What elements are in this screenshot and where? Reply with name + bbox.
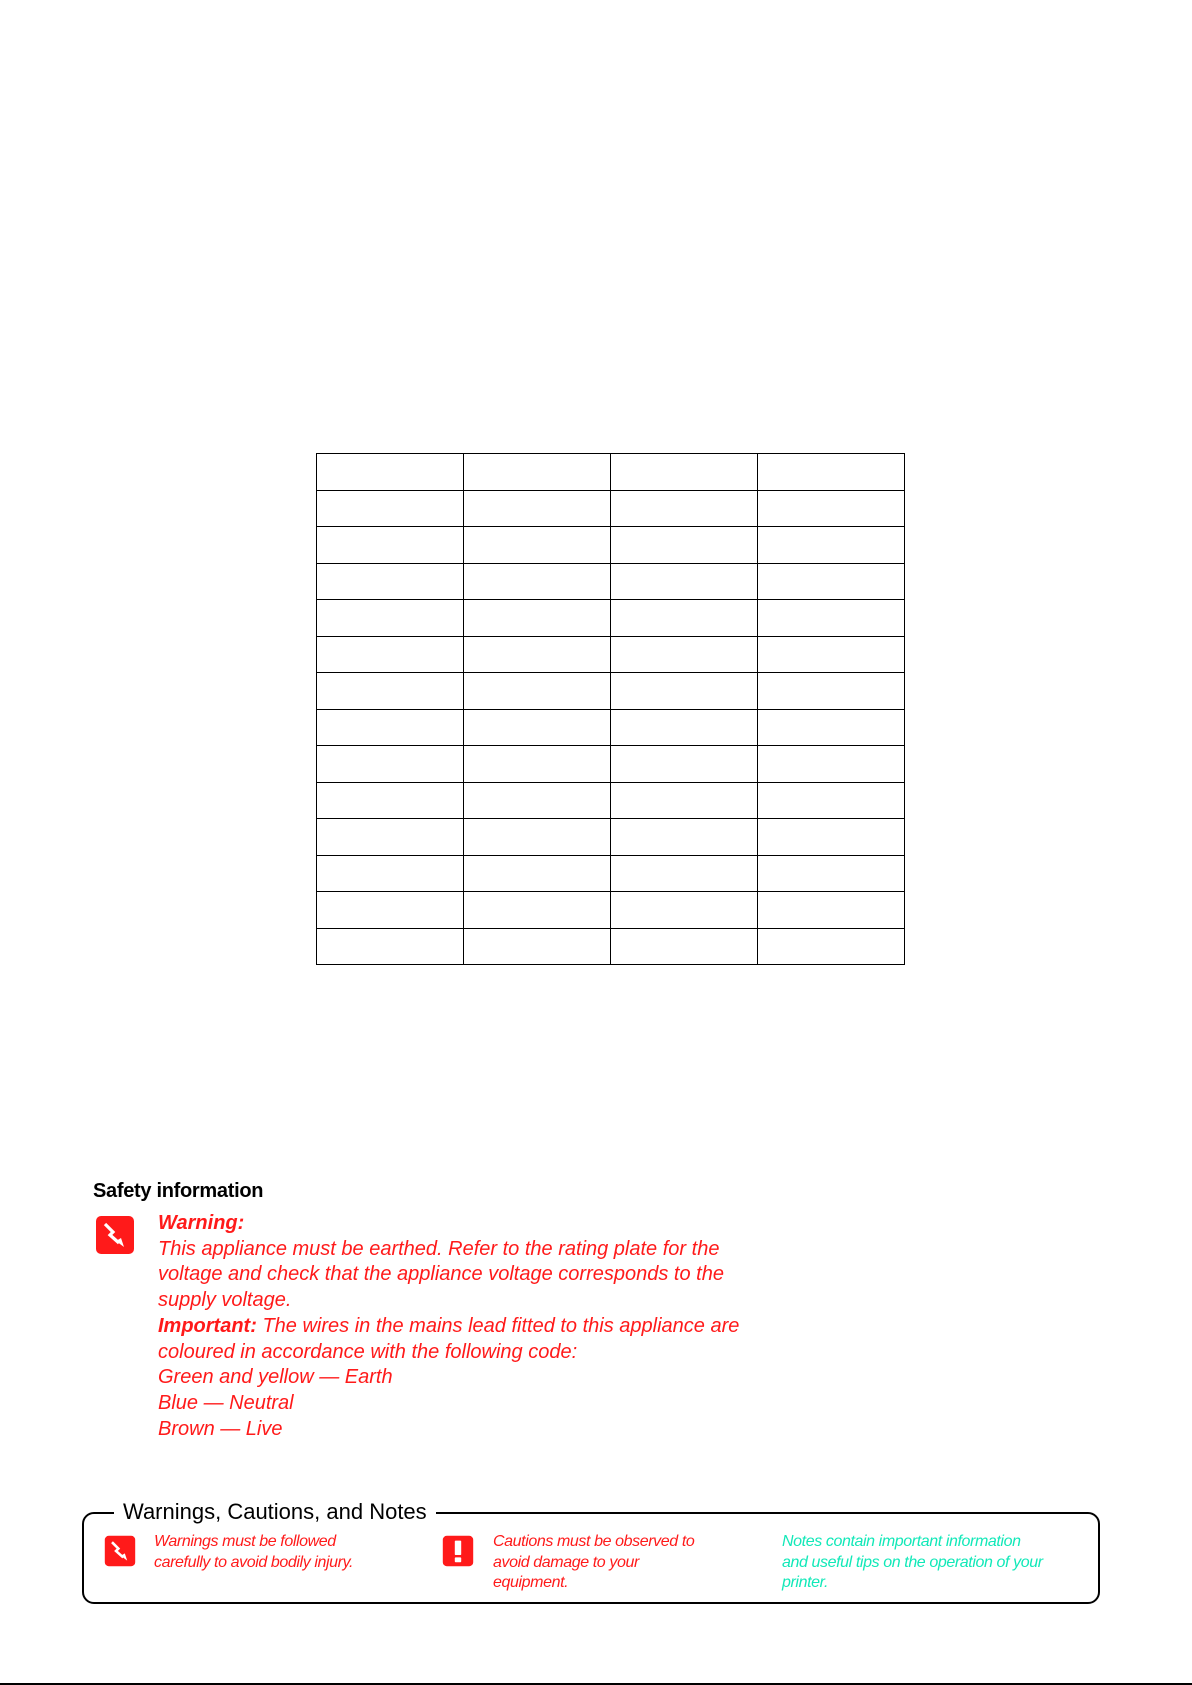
wire-code-live: Brown — Live: [158, 1417, 283, 1440]
table-cell: [317, 563, 464, 600]
table-cell: [464, 563, 611, 600]
table-cell: [464, 636, 611, 673]
table-row: [317, 454, 905, 491]
table-cell: [758, 636, 905, 673]
legend-caution-line: avoid damage to your: [493, 1553, 639, 1571]
table-cell: [611, 600, 758, 637]
table-cell: [464, 709, 611, 746]
table-row: [317, 636, 905, 673]
table-cell: [611, 709, 758, 746]
table-cell: [758, 563, 905, 600]
table-cell: [611, 892, 758, 929]
table-cell: [464, 746, 611, 783]
empty-table: [316, 453, 905, 965]
warning-icon: [95, 1215, 135, 1260]
caution-icon: [442, 1535, 474, 1572]
legend-note-line: printer.: [782, 1574, 829, 1591]
table-cell: [317, 819, 464, 856]
table-row: [317, 819, 905, 856]
table-cell: [758, 600, 905, 637]
table-cell: [611, 636, 758, 673]
table-row: [317, 600, 905, 637]
table-cell: [758, 855, 905, 892]
table-cell: [758, 892, 905, 929]
table-row: [317, 673, 905, 710]
table-cell: [464, 527, 611, 564]
table-cell: [317, 746, 464, 783]
table-cell: [611, 454, 758, 491]
warning-heading: Warning:: [158, 1212, 245, 1234]
table-cell: [758, 673, 905, 710]
table-cell: [317, 928, 464, 965]
table-cell: [317, 782, 464, 819]
warning-text-line: This appliance must be earthed. Refer to the rating plate for the: [158, 1237, 720, 1260]
table-cell: [464, 819, 611, 856]
table-cell: [317, 673, 464, 710]
table-cell: [611, 746, 758, 783]
table-cell: [464, 892, 611, 929]
table-row: [317, 892, 905, 929]
table-row: [317, 709, 905, 746]
legend-caution-line: equipment.: [493, 1574, 569, 1591]
table-cell: [611, 819, 758, 856]
wire-code-earth: Green and yellow — Earth: [158, 1366, 393, 1389]
table-cell: [758, 454, 905, 491]
legend-warning-line: carefully to avoid bodily injury.: [154, 1553, 354, 1571]
table-cell: [758, 928, 905, 965]
legend-caution-line: Cautions must be observed to: [493, 1533, 695, 1550]
table-cell: [317, 600, 464, 637]
table-cell: [317, 454, 464, 491]
table-row: [317, 490, 905, 527]
warning-text-line: supply voltage.: [158, 1289, 292, 1312]
important-line: [158, 1314, 993, 1340]
legend-note-line: and useful tips on the operation of your: [782, 1553, 1043, 1571]
table-row: [317, 563, 905, 600]
table-cell: [317, 709, 464, 746]
legend-warning-line: Warnings must be followed: [154, 1533, 336, 1550]
table-cell: [611, 673, 758, 710]
important-text-line: coloured in accordance with the following code:: [158, 1340, 578, 1363]
table-cell: [611, 928, 758, 965]
table-cell: [464, 855, 611, 892]
table-row: [317, 855, 905, 892]
table-cell: [611, 563, 758, 600]
safety-section: [93, 1180, 993, 1442]
table-cell: [611, 490, 758, 527]
table-cell: [464, 673, 611, 710]
table-cell: [611, 527, 758, 564]
table-cell: [464, 490, 611, 527]
table-cell: [758, 746, 905, 783]
table-cell: [317, 490, 464, 527]
table-cell: [758, 490, 905, 527]
table-cell: [464, 454, 611, 491]
table-cell: [758, 527, 905, 564]
table-cell: [758, 819, 905, 856]
important-text: The wires in the mains lead fitted to this appliance are: [256, 1314, 740, 1337]
section-title: Safety information: [93, 1180, 264, 1202]
table-cell: [611, 782, 758, 819]
wire-code-neutral: Blue — Neutral: [158, 1391, 294, 1414]
table-cell: [464, 928, 611, 965]
table-row: [317, 746, 905, 783]
legend-note-line: Notes contain important information: [782, 1533, 1021, 1550]
warning-icon: [104, 1535, 136, 1572]
warning-text-line: voltage and check that the appliance voltage corresponds to the: [158, 1263, 724, 1286]
important-label: Important:: [158, 1314, 257, 1337]
table-cell: [317, 527, 464, 564]
table-cell: [464, 600, 611, 637]
table-cell: [611, 855, 758, 892]
table-cell: [317, 855, 464, 892]
table-row: [317, 928, 905, 965]
table-row: [317, 527, 905, 564]
legend-box: [82, 1499, 1100, 1604]
table-cell: [317, 636, 464, 673]
table-cell: [317, 892, 464, 929]
safety-warning: [93, 1211, 993, 1442]
table-cell: [758, 782, 905, 819]
legend-title: Warnings, Cautions, and Notes: [114, 1499, 436, 1525]
table-cell: [464, 782, 611, 819]
table-cell: [758, 709, 905, 746]
table-row: [317, 782, 905, 819]
